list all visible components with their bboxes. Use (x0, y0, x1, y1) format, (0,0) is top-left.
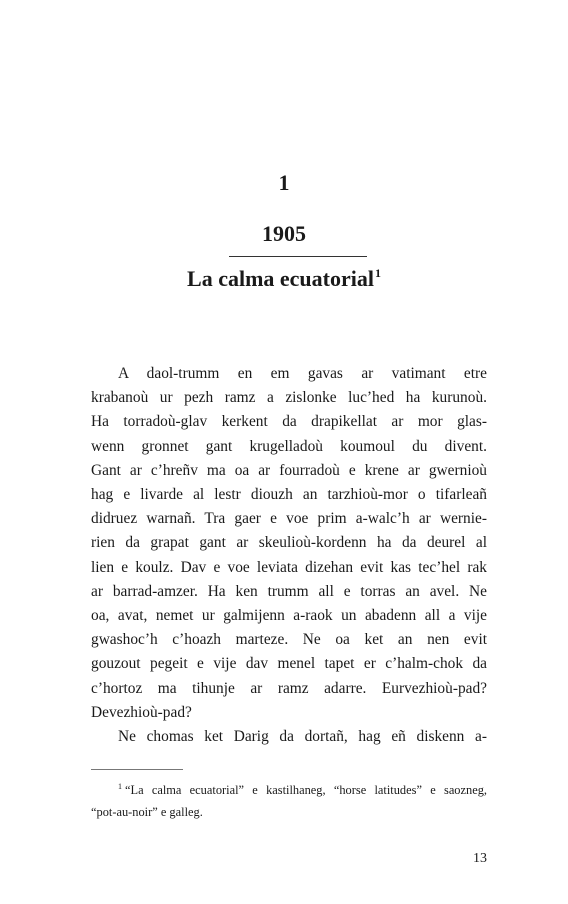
body-line: gwashoc’h c’hoazh marteze. Ne oa ket an nen evit (91, 631, 487, 649)
body-line: wenn gronnet gant krugelladoù koumoul du divent. (91, 437, 487, 455)
chapter-year: 1905 (262, 221, 306, 246)
body-line: lien e koulz. Dav e voe leviata dizehan evit kas tec’hel rak (91, 558, 487, 576)
footnote (91, 776, 487, 823)
body-line: ar barrad-amzer. Ha ken trumm all e torras an avel. Ne (91, 582, 487, 600)
footnote-text: “La calma ecuatorial” e kastilhaneg, “horse latitudes” e saozneg, (125, 783, 487, 797)
body-line: Ne chomas ket Darig da dortañ, hag eñ diskenn a- (118, 728, 487, 746)
body-line: hag e livarde al lestr diouzh an tarzhioù-mor o tifarleañ (91, 486, 487, 504)
body-line: didruez warnañ. Tra gaer e voe prim a-walc’h ar wernie- (91, 510, 487, 528)
body-line: rien da grapat gant ar skeulioù-kordenn ha da deurel al (91, 534, 487, 552)
body-text (91, 362, 487, 749)
footnote-line (91, 776, 487, 801)
body-line: Ha torradoù-glav kerkent da drapikellat ar mor glas- (91, 413, 487, 431)
page-number: 13 (473, 851, 487, 866)
chapter-number: 1 (278, 170, 290, 195)
body-line: c’hortoz ma tihunje ar ramz adarre. Eurvezhioù-pad? (91, 679, 487, 697)
body-line: Gant ar c’hreñv ma oa ar fourradoù e krene ar gwernioù (91, 461, 487, 479)
chapter-title (0, 266, 568, 292)
footnote-reference: 1 (374, 266, 381, 280)
body-line: gouzout pegeit e vije dav menel tapet er c’halm-chok da (91, 655, 487, 673)
body-line: oa, avat, nemet ur galmijenn a-raok un abadenn all a vije (91, 607, 487, 625)
chapter-title-text: La calma ecuatorial (187, 266, 374, 291)
footnote-line: “pot-au-noir” e galleg. (91, 805, 203, 819)
body-line: Devezhioù-pad? (91, 703, 192, 721)
body-line: krabanoù ur pezh ramz a zislonke luc’hed ha kurunoù. (91, 389, 487, 407)
title-divider (229, 256, 367, 257)
footnote-divider (91, 769, 183, 770)
footnote-marker: 1 (118, 782, 122, 791)
body-line: A daol-trumm en em gavas ar vatimant etre (118, 365, 487, 382)
